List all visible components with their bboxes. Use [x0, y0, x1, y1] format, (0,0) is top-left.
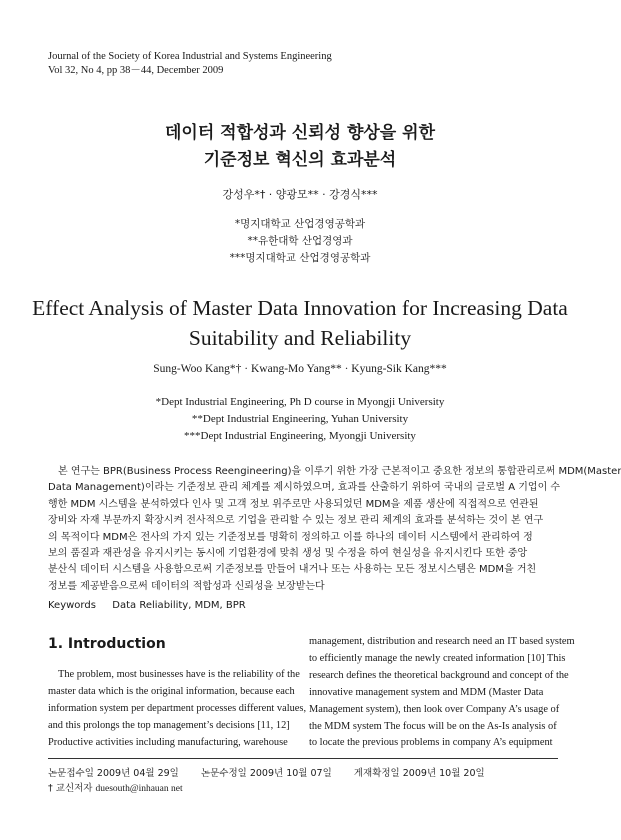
affiliation-en-1: *Dept Industrial Engineering, Ph D course in Myongji University	[155, 396, 445, 408]
corresponding-author	[48, 781, 485, 797]
journal-name: Journal of the Society of Korea Industrial and Systems Engineering	[48, 51, 332, 62]
abstract	[48, 464, 621, 595]
title-korean-line1: 데이터 적합성과 신뢰성 향상을 위한	[164, 123, 435, 143]
abstract-line: 의 목적이다 MDM은 전사의 가지 있는 기준정보를 명확히 정의하고 이를 하나의 데이터 시스템에서 관리하여 정	[48, 531, 533, 543]
paragraph-line: the MDM system The focus will be on the As-Is analysis of	[309, 720, 557, 732]
title-english	[0, 293, 600, 353]
section-heading-introduction: 1. Introduction	[48, 636, 166, 652]
accepted-date: 2009년 10월 20일	[402, 768, 485, 779]
abstract-line: 행한 MDM 시스템을 분석하였다 인사 및 고객 정보 위주로만 사용되었던 MDM을 제품 생산에 직접적으로 연관된	[48, 498, 539, 510]
affiliation-en-3: ***Dept Industrial Engineering, Myongji University	[184, 430, 416, 442]
keywords-label: Keywords	[48, 600, 96, 611]
footer-divider	[48, 758, 558, 759]
affiliation-ko-1: *명지대학교 산업경영공학과	[234, 218, 366, 230]
keywords	[48, 600, 246, 611]
paragraph-line: research defines the theoretical background and concept of the	[309, 669, 569, 681]
paragraph-line: innovative management system and MDM (Master Data	[309, 686, 544, 698]
title-english-line2: Suitability and Reliability	[188, 326, 412, 350]
affiliation-ko-3: ***명지대학교 산업경영공학과	[229, 252, 371, 264]
paragraph-line: and this prolongs the top management’s decisions [11, 12]	[48, 719, 290, 731]
journal-volume: Vol 32, No 4, pp 38－44, December 2009	[48, 65, 224, 76]
left-column-text	[48, 667, 307, 752]
paragraph-line: to locate the previous problems in company A’s equipment	[309, 737, 553, 749]
abstract-line: 분산식 데이터 시스템을 사용함으로써 기준정보를 만들어 내거나 또는 사용하는 모든 정보시스템은 MDM을 거친	[48, 564, 537, 576]
title-korean-line2: 기준정보 혁신의 효과분석	[203, 150, 397, 170]
keywords-value: Data Reliability, MDM, BPR	[112, 600, 246, 611]
paragraph-line: Productive activities including manufacturing, warehouse	[48, 736, 288, 748]
paragraph-line: The problem, most businesses have is the reliability of the	[58, 669, 300, 680]
title-english-line1: Effect Analysis of Master Data Innovation for Increasing Data	[32, 296, 568, 320]
received-label: 논문접수일	[48, 768, 94, 779]
paragraph-line: management, distribution and research need an IT based system	[309, 636, 575, 647]
revised-label: 논문수정일	[200, 768, 247, 779]
authors-english: Sung-Woo Kang*† · Kwang-Mo Yang** · Kyung-Sik Kang***	[153, 363, 447, 375]
abstract-line: Data Management)이라는 기준정보 관리 체계를 제시하였으며, 효과를 산출하기 위하여 국내의 글로벌 A 기업이 수	[48, 482, 561, 494]
corresponding-label: † 교신저자	[48, 783, 93, 794]
abstract-line: 본 연구는 BPR(Business Process Reengineering)을 이루기 위한 가장 근본적이고 중요한 정보의 통합관리로써 MDM(Master	[58, 466, 621, 477]
received-date: 2009년 04월 29일	[96, 768, 179, 779]
corresponding-email: duesouth@inhauan net	[95, 784, 183, 794]
paragraph-line: to efficiently manage the newly created information [10] This	[309, 652, 566, 664]
accepted-label: 게재확정일	[353, 768, 400, 779]
abstract-line: 보의 품질과 재관성을 유지시키는 동시에 기업환경에 맞춰 생성 및 수정을 하여 현실성을 유지시킨다 또한 중앙	[48, 548, 528, 560]
affiliations-korean	[0, 216, 600, 267]
journal-header	[48, 50, 332, 78]
authors-korean: 강성우*† · 양광모** · 강경식***	[222, 188, 378, 201]
paragraph-line: information system per department processes different values,	[48, 702, 307, 714]
affiliations-english	[0, 394, 600, 445]
footnote	[48, 766, 485, 797]
right-column-text	[309, 634, 575, 752]
submission-dates	[48, 766, 485, 781]
abstract-line: 장비와 자재 부문까지 확장시켜 전사적으로 기업을 관리할 수 있는 정보 관리 체계의 효과를 분석하는 것이 본 연구	[48, 515, 544, 527]
paragraph-line: Management system), then look over Company A’s usage of	[309, 703, 560, 715]
affiliation-ko-2: **유한대학 산업경영과	[247, 235, 353, 247]
revised-date: 2009년 10월 07일	[249, 768, 332, 779]
paragraph-line: master data which is the original information, because each	[48, 685, 295, 697]
affiliation-en-2: **Dept Industrial Engineering, Yuhan University	[191, 413, 409, 425]
abstract-line: 정보를 제공받음으로써 데이터의 적합성과 신뢰성을 보장받는다	[48, 580, 325, 592]
